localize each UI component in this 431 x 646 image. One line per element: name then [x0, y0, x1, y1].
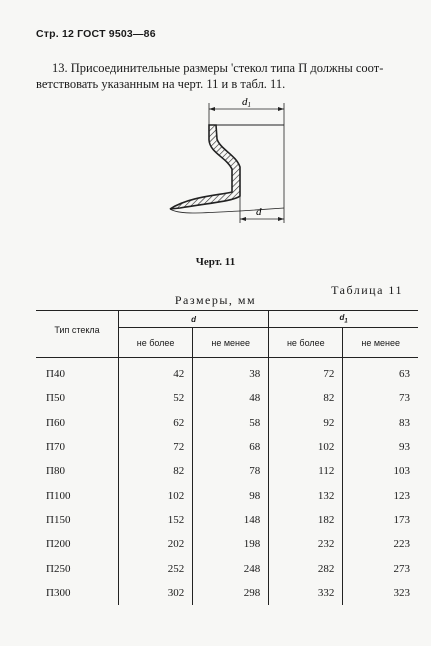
bottom-edge-line	[170, 208, 284, 213]
d-arrow-left	[240, 217, 246, 221]
cell-glass-type: П200	[46, 538, 71, 551]
table-row	[36, 459, 418, 483]
table-row	[36, 386, 418, 410]
d1-arrow-right	[278, 107, 284, 111]
cell-value: 232	[269, 532, 343, 556]
table-row	[36, 358, 418, 387]
cell-glass-type: П60	[46, 416, 65, 429]
cell-value: 298	[193, 581, 269, 605]
header-glass-type: Тип стекла	[36, 311, 119, 358]
cell-glass-type: П70	[46, 441, 65, 454]
cell-value: 42	[119, 358, 193, 387]
cell-value: 62	[119, 411, 193, 435]
cell-value: 148	[193, 508, 269, 532]
cell-value: 282	[269, 556, 343, 580]
cell-glass-type: П300	[46, 586, 71, 599]
header-d1-max: не более	[269, 328, 343, 358]
table-row	[36, 556, 418, 580]
table-label: Таблица 11	[331, 283, 403, 297]
cell-value: 152	[119, 508, 193, 532]
paragraph-line-1: 13. Присоединительные размеры 'стекол типа П должны соот-	[52, 61, 384, 75]
cell-value: 72	[269, 358, 343, 387]
cell-value: 102	[119, 483, 193, 507]
page-header: Стр. 12 ГОСТ 9503—86	[36, 28, 156, 40]
drawing-11	[160, 95, 300, 235]
cell-value: 302	[119, 581, 193, 605]
cell-value: 93	[343, 435, 418, 459]
cell-glass-type: П250	[46, 562, 71, 575]
header-d1-min: не менее	[343, 328, 418, 358]
cell-value: 78	[193, 459, 269, 483]
cell-value: 73	[343, 386, 418, 410]
cell-value: 63	[343, 358, 418, 387]
header-d-min: не менее	[193, 328, 269, 358]
table-row	[36, 411, 418, 435]
d-label: d	[256, 206, 262, 218]
cell-value: 38	[193, 358, 269, 387]
glass-profile-section	[170, 125, 240, 209]
d1-label: d1	[242, 96, 251, 109]
sizes-table	[36, 310, 418, 605]
table-row	[36, 435, 418, 459]
cell-value: 132	[269, 483, 343, 507]
cell-value: 58	[193, 411, 269, 435]
cell-value: 273	[343, 556, 418, 580]
header-group-d: d	[119, 311, 269, 328]
cell-value: 48	[193, 386, 269, 410]
table-row	[36, 508, 418, 532]
table-row	[36, 483, 418, 507]
d-arrow-right	[278, 217, 284, 221]
cell-value: 82	[269, 386, 343, 410]
cell-value: 198	[193, 532, 269, 556]
cell-value: 92	[269, 411, 343, 435]
table-row	[36, 581, 418, 605]
cell-glass-type: П40	[46, 368, 65, 381]
cell-value: 252	[119, 556, 193, 580]
cell-value: 68	[193, 435, 269, 459]
table-row	[36, 532, 418, 556]
cell-value: 323	[343, 581, 418, 605]
cell-value: 182	[269, 508, 343, 532]
cell-value: 98	[193, 483, 269, 507]
sizes-title: Размеры, мм	[174, 293, 257, 307]
paragraph-13	[36, 60, 396, 92]
cell-glass-type: П50	[46, 392, 65, 405]
cell-value: 248	[193, 556, 269, 580]
cell-value: 72	[119, 435, 193, 459]
cell-value: 202	[119, 532, 193, 556]
drawing-caption: Черт. 11	[195, 256, 236, 268]
cell-value: 123	[343, 483, 418, 507]
cell-value: 82	[119, 459, 193, 483]
cell-value: 52	[119, 386, 193, 410]
cell-value: 102	[269, 435, 343, 459]
cell-value: 112	[269, 459, 343, 483]
cell-value: 332	[269, 581, 343, 605]
cell-glass-type: П150	[46, 513, 71, 526]
cell-value: 223	[343, 532, 418, 556]
paragraph-line-2: ветствовать указанным на черт. 11 и в табл. 11.	[36, 77, 286, 91]
cell-glass-type: П80	[46, 465, 65, 478]
d1-arrow-left	[209, 107, 215, 111]
cell-value: 173	[343, 508, 418, 532]
cell-glass-type: П100	[46, 489, 71, 502]
header-group-d1: $d_1$	[269, 311, 418, 328]
header-d-max: не более	[119, 328, 193, 358]
cell-value: 83	[343, 411, 418, 435]
cell-value: 103	[343, 459, 418, 483]
